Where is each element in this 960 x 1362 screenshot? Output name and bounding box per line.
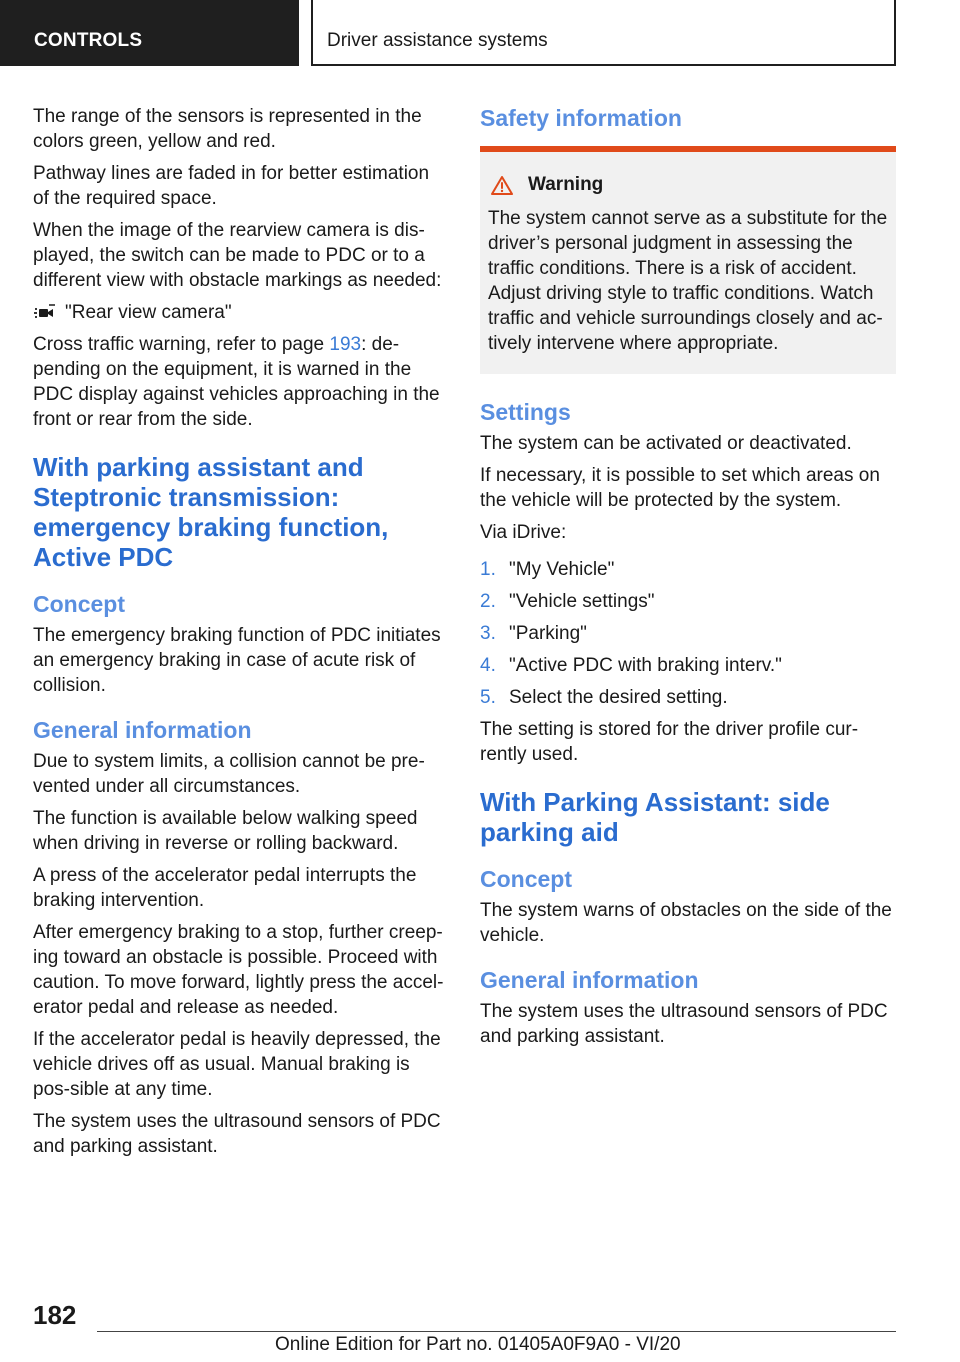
step-text: "Vehicle settings": [509, 591, 655, 612]
page-header: [0, 0, 960, 66]
section-heading: With parking assistant and Steptronic transmission: emergency braking function, Active PDC: [33, 452, 389, 572]
paragraph: If necessary, it is possible to set which areas on the vehicle will be protected by the system.: [480, 465, 880, 511]
right-column: [480, 104, 896, 1056]
warning-text: The system cannot serve as a substitute for the driver’s personal judgment in assessing the traffic conditions. There is a risk of accident. Adjust driving style to traffic conditions. Watch traffic and vehicle surroundings closely and ac‐tively intervene where appropriate.: [488, 208, 888, 354]
step-text: "Active PDC with braking interv.": [509, 655, 782, 676]
paragraph: The range of the sensors is represented in the colors green, yellow and red.: [33, 106, 422, 152]
page-number: 182: [33, 1300, 77, 1330]
page-link[interactable]: 193: [329, 334, 362, 355]
settings-steps-list: [480, 557, 896, 710]
paragraph: Pathway lines are faded in for better estimation of the required space.: [33, 163, 430, 209]
warning-triangle-icon: [490, 175, 514, 196]
step-text: Select the desired setting.: [509, 687, 728, 708]
paragraph: The setting is stored for the driver profile cur‐rently used.: [480, 719, 859, 765]
list-item: [480, 589, 896, 614]
list-item: [480, 653, 896, 678]
chapter-tab: [311, 0, 896, 66]
paragraph: The system can be activated or deactivated.: [480, 433, 852, 454]
section-title: CONTROLS: [34, 30, 143, 51]
paragraph: The system uses the ultrasound sensors of PDC and parking assistant.: [33, 1111, 441, 1157]
step-number: 1.: [480, 559, 496, 580]
list-item: [480, 557, 896, 582]
paragraph: Due to system limits, a collision cannot be pre‐vented under all circumstances.: [33, 751, 425, 797]
paragraph: The system uses the ultrasound sensors of PDC and parking assistant.: [480, 1001, 888, 1047]
footer-divider: [97, 1331, 896, 1332]
list-item: [480, 685, 896, 710]
section-heading: With Parking Assistant: side parking aid: [480, 787, 830, 847]
paragraph: The emergency braking function of PDC initiates an emergency braking in case of acute risk of collision.: [33, 625, 441, 696]
paragraph: If the accelerator pedal is heavily depressed, the vehicle drives off as usual. Manual braking is pos‐sible at any time.: [33, 1029, 441, 1100]
settings-heading: Settings: [480, 399, 571, 425]
step-text: "My Vehicle": [509, 559, 615, 580]
edition-info: Online Edition for Part no. 01405A0F9A0 - VI/20: [275, 1334, 681, 1355]
paragraph: After emergency braking to a stop, further creep‐ing toward an obstacle is possible. Proceed with caution. To move forward, lightly press the accel‐erator pedal and release as needed.: [33, 922, 444, 1018]
step-number: 4.: [480, 655, 496, 676]
left-column: [33, 104, 448, 1166]
step-number: 2.: [480, 591, 496, 612]
chapter-title: Driver assistance systems: [327, 30, 548, 51]
paragraph: The system warns of obstacles on the side of the vehicle.: [480, 900, 892, 946]
step-text: "Parking": [509, 623, 587, 644]
camera-option: [33, 300, 448, 325]
concept-heading: Concept: [33, 591, 125, 617]
paragraph: [33, 332, 448, 432]
safety-information-heading: Safety information: [480, 105, 682, 131]
text: Cross traffic warning, refer to page: [33, 334, 330, 355]
paragraph: Via iDrive:: [480, 522, 567, 543]
step-number: 5.: [480, 687, 496, 708]
paragraph: A press of the accelerator pedal interrupts the braking intervention.: [33, 865, 417, 911]
rear-view-camera-icon: [33, 304, 57, 322]
text: : de‐pending on the equipment, it is warned in the PDC display against vehicles approaching in the front or rear from the side.: [33, 334, 440, 430]
concept-heading: Concept: [480, 866, 572, 892]
warning-header: [490, 174, 888, 196]
camera-option-label: "Rear view camera": [65, 302, 232, 323]
paragraph: When the image of the rearview camera is dis‐played, the switch can be made to PDC or to a different view with obstacle markings as needed:: [33, 220, 442, 291]
general-information-heading: General information: [480, 967, 699, 993]
warning-box: [480, 146, 896, 374]
list-item: [480, 621, 896, 646]
step-number: 3.: [480, 623, 496, 644]
paragraph: The function is available below walking speed when driving in reverse or rolling backward.: [33, 808, 418, 854]
section-tab: [0, 0, 299, 66]
general-information-heading: General information: [33, 717, 252, 743]
warning-title: Warning: [528, 174, 604, 195]
